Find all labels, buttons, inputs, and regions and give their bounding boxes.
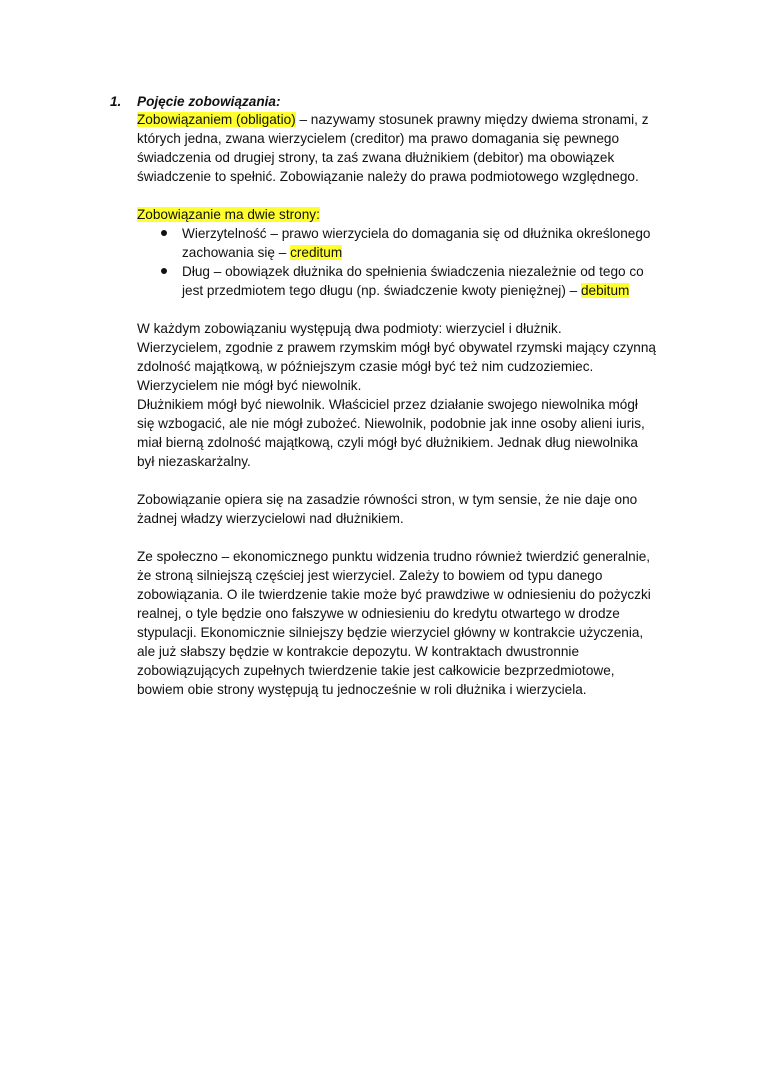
paragraph-3-line: Ze społeczno – ekonomicznego punktu widzenia trudno również twierdzić generalnie, (137, 549, 651, 564)
paragraph-2-line: Zobowiązanie opiera się na zasadzie równości stron, w tym sensie, że nie daje ono (137, 492, 638, 507)
creditum-term: creditum (290, 245, 343, 260)
bullet-1-line-1: Wierzytelność – prawo wierzyciela do domagania się od dłużnika określonego (182, 226, 651, 241)
paragraph-3-line: ale już słabszy będzie w kontrakcie depozytu. W kontraktach dwustronnie (137, 644, 580, 659)
section-title: Pojęcie zobowiązania: (137, 94, 281, 109)
sides-heading-text: Zobowiązanie ma dwie strony: (137, 207, 320, 222)
bullet-2-line-1: Dług – obowiązek dłużnika do spełnienia świadczenia niezależnie od tego co (182, 264, 644, 279)
bullet-1-prefix: zachowania się – (182, 245, 291, 260)
bullet-icon (161, 230, 167, 236)
paragraph-1-line: miał bierną zdolność majątkową, czyli mógł być dłużnikiem. Jednak dług niewolnika (137, 435, 638, 450)
definition-line-1-rest: – nazywamy stosunek prawny między dwiema stronami, z (295, 112, 649, 127)
paragraph-1-line: był niezaskarżalny. (137, 454, 251, 469)
paragraph-1-line: Wierzycielem, zgodnie z prawem rzymskim mógł być obywatel rzymski mający czynną (137, 340, 656, 355)
definition-line-3: świadczenia od drugiej strony, ta zaś zwana dłużnikiem (debitor) ma obowiązek (137, 150, 615, 165)
paragraph-3-line: stypulacji. Ekonomicznie silniejszy będzie wierzyciel główny w kontrakcie użyczenia, (137, 625, 644, 640)
paragraph-3-line: że stroną silniejszą częściej jest wierzyciel. Zależy to bowiem od typu danego (137, 568, 603, 583)
definition-line-1 (137, 110, 649, 129)
debitum-term: debitum (580, 283, 630, 298)
paragraph-3-line: zobowiązujących zupełnych twierdzenie takie jest całkowicie bezprzedmiotowe, (137, 663, 615, 678)
sides-heading (137, 205, 320, 224)
paragraph-1-line: zdolność majątkową, w późniejszym czasie mógł być też nim cudzoziemiec. (137, 359, 594, 374)
paragraph-2-line: żadnej władzy wierzycielowi nad dłużnikiem. (137, 511, 404, 526)
section-number: 1. (110, 94, 122, 109)
paragraph-1-line: Wierzycielem nie mógł być niewolnik. (137, 378, 362, 393)
paragraph-3-line: realnej, o tyle będzie ono fałszywe w odniesieniu do kredytu otwartego w drodze (137, 606, 620, 621)
bullet-icon (161, 268, 167, 274)
paragraph-1-line: Dłużnikiem mógł być niewolnik. Właściciel przez działanie swojego niewolnika mógł (137, 397, 638, 412)
bullet-1-line-2 (182, 243, 342, 262)
paragraph-1-line: się wzbogacić, ale nie mógł zubożeć. Niewolnik, podobnie jak inne osoby alieni iuris, (137, 416, 645, 431)
definition-line-4: świadczenie to spełnić. Zobowiązanie należy do prawa podmiotowego względnego. (137, 169, 639, 184)
paragraph-3-line: bowiem obie strony występują tu jednocześnie w roli dłużnika i wierzyciela. (137, 682, 587, 697)
paragraph-3-line: zobowiązania. O ile twierdzenie takie może być prawdziwe w odniesieniu do pożyczki (137, 587, 651, 602)
paragraph-1-line: W każdym zobowiązaniu występują dwa podmioty: wierzyciel i dłużnik. (137, 321, 562, 336)
bullet-2-prefix: jest przedmiotem tego długu (np. świadczenie kwoty pieniężnej) – (182, 283, 581, 298)
definition-term: Zobowiązaniem (obligatio) (137, 112, 296, 127)
bullet-2-line-2 (182, 281, 629, 300)
definition-line-2: których jedna, zwana wierzycielem (creditor) ma prawo domagania się pewnego (137, 131, 620, 146)
